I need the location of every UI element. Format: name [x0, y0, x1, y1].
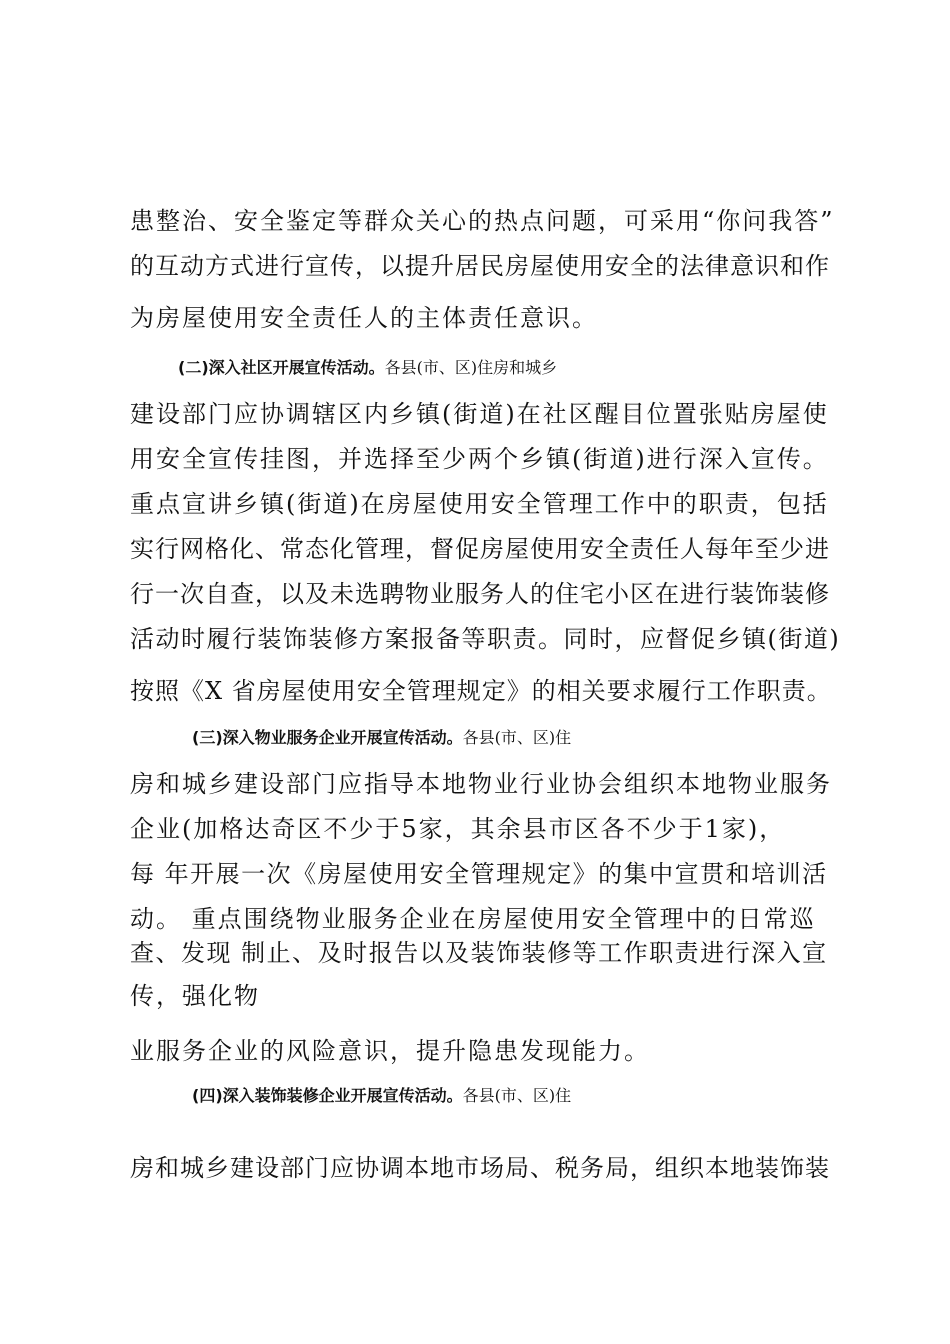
- section-4-line: [192, 1080, 902, 1112]
- section-4-text: 各县(市、区)住: [462, 1086, 572, 1105]
- text-line: 每 年开展一次《房屋使用安全管理规定》的集中宣贯和培训活: [130, 860, 828, 888]
- text-line: 动。 重点围绕物业服务企业在房屋使用安全管理中的日常巡: [130, 905, 816, 933]
- section-3-heading: (三)深入物业服务企业开展宣传活动。: [192, 728, 463, 747]
- section-2-line: [178, 352, 888, 384]
- text-line: 活动时履行装饰装修方案报备等职责。同时，应督促乡镇(街道): [130, 625, 841, 653]
- text-line: 的互动方式进行宣传，以提升居民房屋使用安全的法律意识和作: [130, 252, 830, 280]
- section-2-text: 各县(市、区)住房和城乡: [384, 358, 558, 377]
- text-line: 按照《X 省房屋使用安全管理规定》的相关要求履行工作职责。: [130, 677, 832, 705]
- text-line: 为房屋使用安全责任人的主体责任意识。: [130, 304, 598, 332]
- text-line: 用安全宣传挂图，并选择至少两个乡镇(街道)进行深入宣传。: [130, 445, 829, 473]
- section-3-line: [192, 722, 902, 754]
- text-line: 房和城乡建设部门应指导本地物业行业协会组织本地物业服务: [130, 770, 832, 798]
- text-line: 重点宣讲乡镇(街道)在房屋使用安全管理工作中的职责，包括: [130, 490, 829, 518]
- text-line: 企业(加格达奇区不少于5家，其余县市区各不少于1家)，: [130, 815, 786, 843]
- section-4-heading: (四)深入装饰装修企业开展宣传活动。: [192, 1086, 463, 1105]
- text-line: 查、发现 制止、及时报告以及装饰装修等工作职责进行深入宣: [130, 939, 828, 967]
- text-line: 房和城乡建设部门应协调本地市场局、税务局，组织本地装饰装: [130, 1154, 830, 1182]
- section-3-text: 各县(市、区)住: [462, 728, 572, 747]
- text-line: 建设部门应协调辖区内乡镇(街道)在社区醒目位置张贴房屋使: [130, 400, 829, 428]
- text-line: 患整治、安全鉴定等群众关心的热点问题，可采用“你问我答”: [130, 207, 835, 235]
- text-line: 实行网格化、常态化管理，督促房屋使用安全责任人每年至少进: [130, 535, 830, 563]
- text-line: 行一次自查，以及未选聘物业服务人的住宅小区在进行装饰装修: [130, 580, 830, 608]
- text-line: 传，强化物: [130, 982, 260, 1010]
- section-2-heading: (二)深入社区开展宣传活动。: [178, 358, 385, 377]
- text-line: 业服务企业的风险意识，提升隐患发现能力。: [130, 1037, 650, 1065]
